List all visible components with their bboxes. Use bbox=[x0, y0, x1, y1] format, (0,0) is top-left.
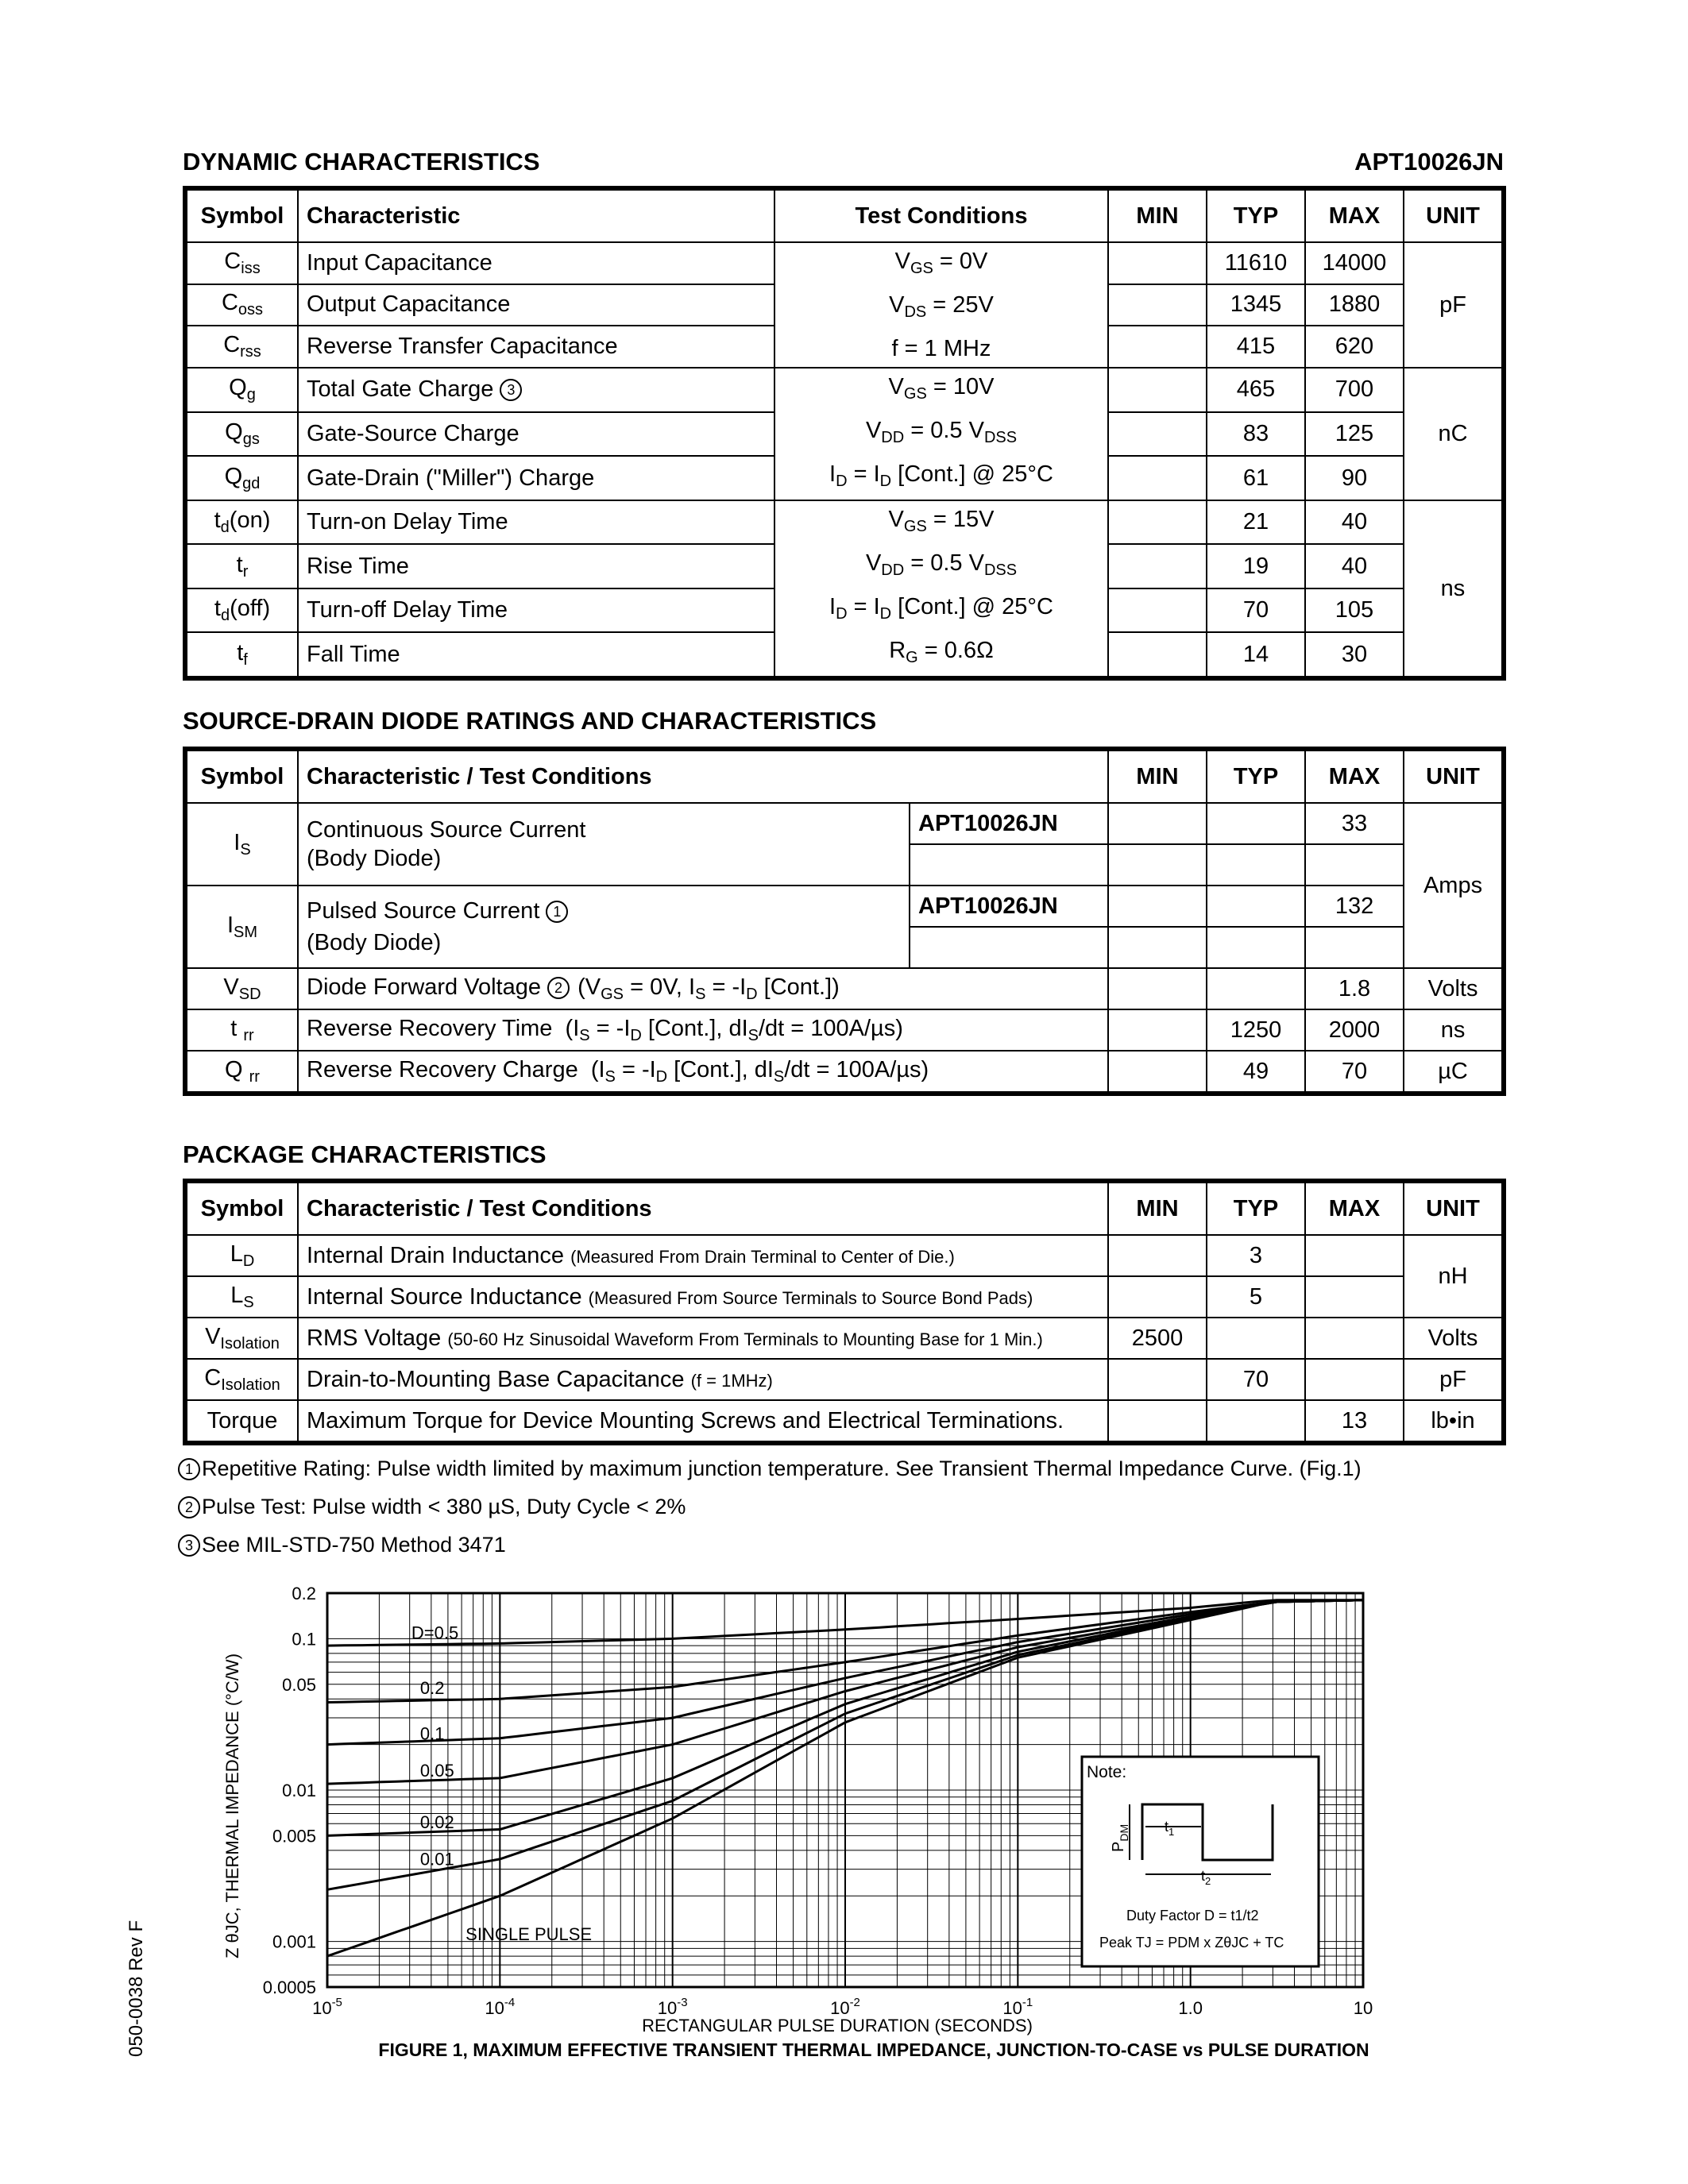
symbol-cell: $C_{iss}$ bbox=[185, 242, 298, 284]
typ-cell: 465 bbox=[1207, 368, 1305, 412]
max-cell: 125 bbox=[1305, 412, 1404, 457]
symbol-cell: $V_{Isolation}$ bbox=[185, 1318, 298, 1359]
char-cell: Maximum Torque for Device Mounting Screws and Electrical Terminations. bbox=[298, 1400, 1108, 1443]
char-cell: Internal Drain Inductance (Measured From Drain Terminal to Center of Die.) bbox=[298, 1235, 1108, 1276]
unit-cell: pF bbox=[1404, 242, 1504, 368]
unit-cell: nH bbox=[1404, 1235, 1504, 1318]
col-header: UNIT bbox=[1404, 749, 1504, 803]
series-label: 0.02 bbox=[419, 1812, 454, 1832]
x-tick-label: $10^{-1}$ bbox=[1002, 1996, 1033, 2018]
max-cell: 2000 bbox=[1305, 1009, 1404, 1051]
chart-caption: FIGURE 1, MAXIMUM EFFECTIVE TRANSIENT THERMAL IMPEDANCE, JUNCTION-TO-CASE vs PULSE DURATION bbox=[378, 2039, 1369, 2060]
col-header: MAX bbox=[1305, 749, 1404, 803]
t1-label: $t_1$ bbox=[1165, 1819, 1175, 1838]
symbol-cell: $Q_g$ bbox=[185, 368, 298, 412]
note-title: Note: bbox=[1087, 1763, 1127, 1781]
series-label: 0.01 bbox=[419, 1849, 454, 1870]
char-cell: Rise Time bbox=[298, 544, 774, 588]
symbol-cell: $L_S$ bbox=[185, 1276, 298, 1318]
typ-cell: 49 bbox=[1207, 1051, 1305, 1094]
symbol-cell: $C_{rss}$ bbox=[185, 326, 298, 368]
symbol-cell: $C_{oss}$ bbox=[185, 284, 298, 326]
char-cell: Reverse Transfer Capacitance bbox=[298, 326, 774, 368]
col-header: MIN bbox=[1108, 188, 1207, 242]
typ-cell: 61 bbox=[1207, 456, 1305, 500]
symbol-cell: $V_{SD}$ bbox=[185, 968, 298, 1009]
series-label: 0.2 bbox=[419, 1678, 445, 1699]
symbol-cell: $t_d(off)$ bbox=[185, 588, 298, 632]
col-header: TYP bbox=[1207, 749, 1305, 803]
peak-tj: Peak TJ = PDM x ZθJC + TC bbox=[1099, 1935, 1284, 1951]
max-cell: 1880 bbox=[1305, 284, 1404, 326]
typ-cell: 14 bbox=[1207, 632, 1305, 678]
unit-cell: lb•in bbox=[1404, 1400, 1504, 1443]
x-axis-label: RECTANGULAR PULSE DURATION (SECONDS) bbox=[642, 2016, 1033, 2035]
part-cell: APT10026JN bbox=[910, 886, 1108, 927]
typ-cell: 415 bbox=[1207, 326, 1305, 368]
y-axis-label: Z θJC, THERMAL IMPEDANCE (°C/W) bbox=[222, 1653, 242, 1959]
typ-cell: 70 bbox=[1207, 588, 1305, 632]
max-cell: 33 bbox=[1305, 803, 1404, 844]
symbol-cell: t $_{rr}$ bbox=[185, 1009, 298, 1051]
unit-cell: Volts bbox=[1404, 968, 1504, 1009]
series-label: 0.1 bbox=[419, 1723, 445, 1744]
col-header: Characteristic / Test Conditions bbox=[298, 749, 1108, 803]
y-tick-label: 0.01 bbox=[282, 1781, 316, 1800]
typ-cell: 3 bbox=[1207, 1235, 1305, 1276]
footnote-2: 2 Pulse Test: Pulse width < 380 µS, Duty Cycle < 2% bbox=[178, 1495, 686, 1519]
char-cell: Gate-Source Charge bbox=[298, 412, 774, 457]
y-tick-label: 0.1 bbox=[292, 1629, 316, 1650]
typ-cell: 5 bbox=[1207, 1276, 1305, 1318]
test-conditions: $V_{GS} = 15V$ $V_{DD} = 0.5$ $V_{DSS}$ $I_D = I_D$ [Cont.] @ 25°C $R_G = 0.6\Omega$ bbox=[774, 500, 1108, 678]
col-header: MIN bbox=[1108, 1181, 1207, 1235]
symbol-cell: $I_S$ bbox=[185, 803, 298, 886]
unit-cell: pF bbox=[1404, 1359, 1504, 1400]
typ-cell: 1345 bbox=[1207, 284, 1305, 326]
unit-cell: nC bbox=[1404, 368, 1504, 500]
col-header: Test Conditions bbox=[774, 188, 1108, 242]
revision-label: 050-0038 Rev F bbox=[126, 1920, 147, 2057]
series-label: D=0.5 bbox=[411, 1623, 459, 1643]
y-tick-label: 0.0005 bbox=[262, 1978, 316, 1997]
unit-cell: µC bbox=[1404, 1051, 1504, 1094]
footnote-3: 3 See MIL-STD-750 Method 3471 bbox=[178, 1533, 506, 1557]
max-cell: 14000 bbox=[1305, 242, 1404, 284]
symbol-cell: $I_{SM}$ bbox=[185, 886, 298, 968]
test-conditions: $V_{GS} = 10V$ $V_{DD} = 0.5$ $V_{DSS}$ $I_D = I_D$ [Cont.] @ 25°C bbox=[774, 368, 1108, 500]
col-header: MIN bbox=[1108, 749, 1207, 803]
max-cell: 40 bbox=[1305, 544, 1404, 588]
col-header: Symbol bbox=[185, 188, 298, 242]
y-tick-label: 0.2 bbox=[292, 1584, 316, 1603]
symbol-cell: $Q_{gd}$ bbox=[185, 456, 298, 500]
symbol-cell: Q $_{rr}$ bbox=[185, 1051, 298, 1094]
max-cell: 40 bbox=[1305, 500, 1404, 544]
char-cell: Reverse Recovery Charge ($I_S = -I_D$ [Cont.], $dI_S/dt = 100A/\mu s$) bbox=[298, 1051, 1108, 1094]
max-cell: 132 bbox=[1305, 886, 1404, 927]
char-cell: Input Capacitance bbox=[298, 242, 774, 284]
typ-cell: 21 bbox=[1207, 500, 1305, 544]
max-cell: 1.8 bbox=[1305, 968, 1404, 1009]
char-cell: Fall Time bbox=[298, 632, 774, 678]
series-label: SINGLE PULSE bbox=[465, 1924, 593, 1944]
col-header: Characteristic bbox=[298, 188, 774, 242]
diode-title: SOURCE-DRAIN DIODE RATINGS AND CHARACTERISTICS bbox=[183, 707, 877, 735]
symbol-cell: $t_r$ bbox=[185, 544, 298, 588]
typ-cell: 19 bbox=[1207, 544, 1305, 588]
char-cell: Diode Forward Voltage 2 ($V_{GS} = 0V$, $I_S = -I_D$ [Cont.]) bbox=[298, 968, 1108, 1009]
pdm-label: $P_{DM}$ bbox=[1110, 1823, 1130, 1852]
max-cell: 90 bbox=[1305, 456, 1404, 500]
typ-cell: 70 bbox=[1207, 1359, 1305, 1400]
typ-cell: 11610 bbox=[1207, 242, 1305, 284]
t2-label: $t_2$ bbox=[1201, 1868, 1211, 1887]
series-label: 0.05 bbox=[419, 1760, 454, 1781]
typ-cell: 83 bbox=[1207, 412, 1305, 457]
symbol-cell: Torque bbox=[185, 1400, 298, 1443]
x-tick-label: $10^{-2}$ bbox=[830, 1996, 860, 2018]
unit-cell: ns bbox=[1404, 1009, 1504, 1051]
char-cell: Output Capacitance bbox=[298, 284, 774, 326]
min-cell: 2500 bbox=[1108, 1318, 1207, 1359]
char-cell: Continuous Source Current (Body Diode) bbox=[298, 803, 910, 886]
x-tick-label: 1.0 bbox=[1178, 1998, 1203, 2018]
col-header: MAX bbox=[1305, 188, 1404, 242]
test-conditions: $V_{GS} = 0V$ $V_{DS} = 25V$ f = 1 MHz bbox=[774, 242, 1108, 368]
col-header: UNIT bbox=[1404, 188, 1504, 242]
char-cell: RMS Voltage (50-60 Hz Sinusoidal Waveform From Terminals to Mounting Base for 1 Min.) bbox=[298, 1318, 1108, 1359]
part-number: APT10026JN bbox=[1354, 148, 1504, 176]
unit-cell: Amps bbox=[1404, 803, 1504, 968]
y-tick-label: 0.05 bbox=[282, 1674, 316, 1695]
part-cell: APT10026JN bbox=[910, 803, 1108, 844]
duty-factor: Duty Factor D = t1/t2 bbox=[1126, 1908, 1259, 1924]
char-cell: Drain-to-Mounting Base Capacitance (f = 1MHz) bbox=[298, 1359, 1108, 1400]
char-cell: Reverse Recovery Time ($I_S = -I_D$ [Cont.], $dI_S/dt = 100A/\mu s$) bbox=[298, 1009, 1108, 1051]
symbol-cell: $t_d(on)$ bbox=[185, 500, 298, 544]
unit-cell: ns bbox=[1404, 500, 1504, 678]
typ-cell: 1250 bbox=[1207, 1009, 1305, 1051]
x-tick-label: $10^{-4}$ bbox=[485, 1996, 516, 2018]
x-tick-label: 10 bbox=[1353, 1998, 1373, 2018]
col-header: TYP bbox=[1207, 1181, 1305, 1235]
char-cell: Turn-off Delay Time bbox=[298, 588, 774, 632]
max-cell: 13 bbox=[1305, 1400, 1404, 1443]
max-cell: 105 bbox=[1305, 588, 1404, 632]
col-header: TYP bbox=[1207, 188, 1305, 242]
char-cell: Internal Source Inductance (Measured From Source Terminals to Source Bond Pads) bbox=[298, 1276, 1108, 1318]
max-cell: 30 bbox=[1305, 632, 1404, 678]
char-cell: Pulsed Source Current 1 (Body Diode) bbox=[298, 886, 910, 968]
col-header: MAX bbox=[1305, 1181, 1404, 1235]
footnote-1: 1 Repetitive Rating: Pulse width limited by maximum junction temperature. See Transient Thermal Impedance Curve. (Fig.1) bbox=[178, 1457, 1362, 1481]
symbol-cell: $L_D$ bbox=[185, 1235, 298, 1276]
col-header: Characteristic / Test Conditions bbox=[298, 1181, 1108, 1235]
max-cell: 70 bbox=[1305, 1051, 1404, 1094]
package-title: PACKAGE CHARACTERISTICS bbox=[183, 1140, 547, 1168]
x-tick-label: $10^{-3}$ bbox=[657, 1996, 688, 2018]
unit-cell: Volts bbox=[1404, 1318, 1504, 1359]
symbol-cell: $Q_{gs}$ bbox=[185, 412, 298, 457]
col-header: Symbol bbox=[185, 1181, 298, 1235]
char-cell: Turn-on Delay Time bbox=[298, 500, 774, 544]
symbol-cell: $C_{Isolation}$ bbox=[185, 1359, 298, 1400]
y-tick-label: 0.005 bbox=[272, 1826, 316, 1846]
col-header: Symbol bbox=[185, 749, 298, 803]
max-cell: 700 bbox=[1305, 368, 1404, 412]
y-tick-label: 0.001 bbox=[272, 1931, 316, 1952]
x-tick-label: $10^{-5}$ bbox=[312, 1996, 342, 2018]
col-header: UNIT bbox=[1404, 1181, 1504, 1235]
symbol-cell: $t_f$ bbox=[185, 632, 298, 678]
dynamic-title: DYNAMIC CHARACTERISTICS bbox=[183, 148, 540, 176]
max-cell: 620 bbox=[1305, 326, 1404, 368]
char-cell: Gate-Drain ("Miller") Charge bbox=[298, 456, 774, 500]
char-cell: Total Gate Charge 3 bbox=[298, 368, 774, 412]
